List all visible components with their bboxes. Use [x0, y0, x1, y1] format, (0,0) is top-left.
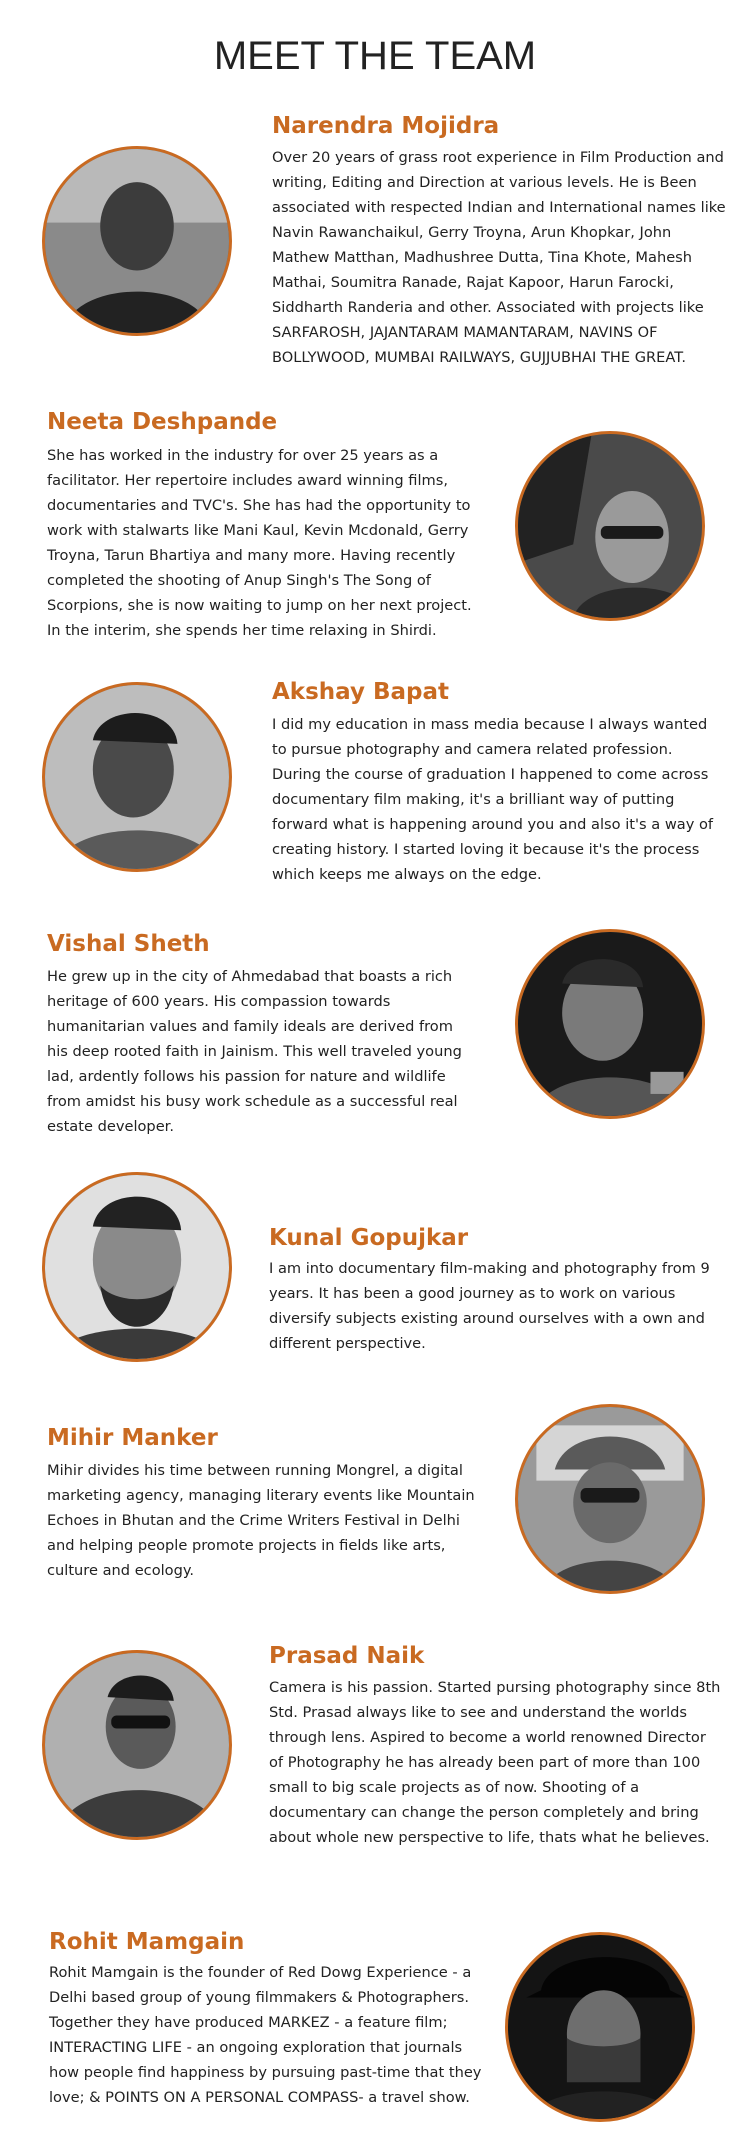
person-photo-icon: [518, 434, 702, 618]
member-bio: Mihir divides his time between running Mongrel, a digital marketing agency, managing literary events like Mountain Echoes in Bhutan and the Crime Writers Festival in Delhi and helping people promote projects in fields like arts, culture and ecology.: [47, 1462, 475, 1579]
member-bio: I am into documentary film-making and photography from 9 years. It has been a good journey as to work on various diversify subjects existing around ourselves with a own and different perspective.: [269, 1260, 710, 1352]
person-photo-icon: [45, 685, 229, 869]
member-bio: Rohit Mamgain is the founder of Red Dowg Experience - a Delhi based group of young filmmakers & Photographers. Together they have produced MARKEZ - a feature film; INTERACTING LIFE - an ongoing exploration that journals how people find happiness by pursuing past-time that they love; & POINTS ON A PERSONAL COMPASS- a travel show.: [49, 1964, 482, 2106]
member-bio: I did my education in mass media because I always wanted to pursue photography and camera related profession. During the course of graduation I happened to come across documentary film making, it's a brilliant way of putting forward what is happening around you and also it's a way of creating history. I started loving it because it's the process which keeps me always on the edge.: [272, 716, 714, 883]
person-photo-icon: [508, 1935, 692, 2119]
person-photo-icon: [45, 1653, 229, 1837]
member-name: Neeta Deshpande: [47, 409, 278, 435]
member-photo: [42, 1650, 232, 1840]
member-photo: [505, 1932, 695, 2122]
member-name: Vishal Sheth: [47, 931, 210, 957]
person-photo-icon: [518, 1407, 702, 1591]
member-photo: [515, 1404, 705, 1594]
member-bio: Camera is his passion. Started pursing photography since 8th Std. Prasad always like to see and understand the worlds through lens. Aspired to become a world renowned Director of Photography he has already been part of more than 100 small to big scale projects as of now. Shooting of a documentary can change the person completely and bring about whole new perspective to life, thats what he believes.: [269, 1679, 721, 1846]
member-photo: [42, 682, 232, 872]
member-bio: She has worked in the industry for over 25 years as a facilitator. Her repertoire includes award winning films, documentaries and TVC's. She has had the opportunity to work with stalwarts like Mani Kaul, Kevin Mcdonald, Gerry Troyna, Tarun Bhartiya and many more. Having recently completed the shooting of Anup Singh's The Song of Scorpions, she is now waiting to jump on her next project. In the interim, she spends her time relaxing in Shirdi.: [47, 447, 472, 639]
person-photo-icon: [45, 149, 229, 333]
member-photo: [42, 1172, 232, 1362]
member-photo: [42, 146, 232, 336]
member-name: Akshay Bapat: [272, 679, 450, 705]
page-title: MEET THE TEAM: [213, 34, 537, 78]
person-photo-icon: [45, 1175, 229, 1359]
member-bio: Over 20 years of grass root experience in Film Production and writing, Editing and Direction at various levels. He is Been associated with respected Indian and International names like Navin Rawanchaikul, Gerry Troyna, Arun Khopkar, John Mathew Matthan, Madhushree Dutta, Tina Khote, Mahesh Mathai, Soumitra Ranade, Rajat Kapoor, Harun Farocki, Siddharth Randeria and other. Associated with projects like SARFAROSH, JAJANTARAM MAMANTARAM, NAVINS OF BOLLYWOOD, MUMBAI RAILWAYS, GUJJUBHAI THE GREAT.: [272, 149, 726, 366]
member-name: Narendra Mojidra: [272, 113, 500, 139]
member-name: Rohit Mamgain: [49, 1929, 245, 1955]
member-photo: [515, 929, 705, 1119]
person-photo-icon: [518, 932, 702, 1116]
member-name: Mihir Manker: [47, 1425, 218, 1451]
member-photo: [515, 431, 705, 621]
member-name: Kunal Gopujkar: [269, 1225, 469, 1251]
member-name: Prasad Naik: [269, 1643, 425, 1669]
member-bio: He grew up in the city of Ahmedabad that boasts a rich heritage of 600 years. His compassion towards humanitarian values and family ideals are derived from his deep rooted faith in Jainism. This well traveled young lad, ardently follows his passion for nature and wildlife from amidst his busy work schedule as a successful real estate developer.: [47, 968, 462, 1135]
